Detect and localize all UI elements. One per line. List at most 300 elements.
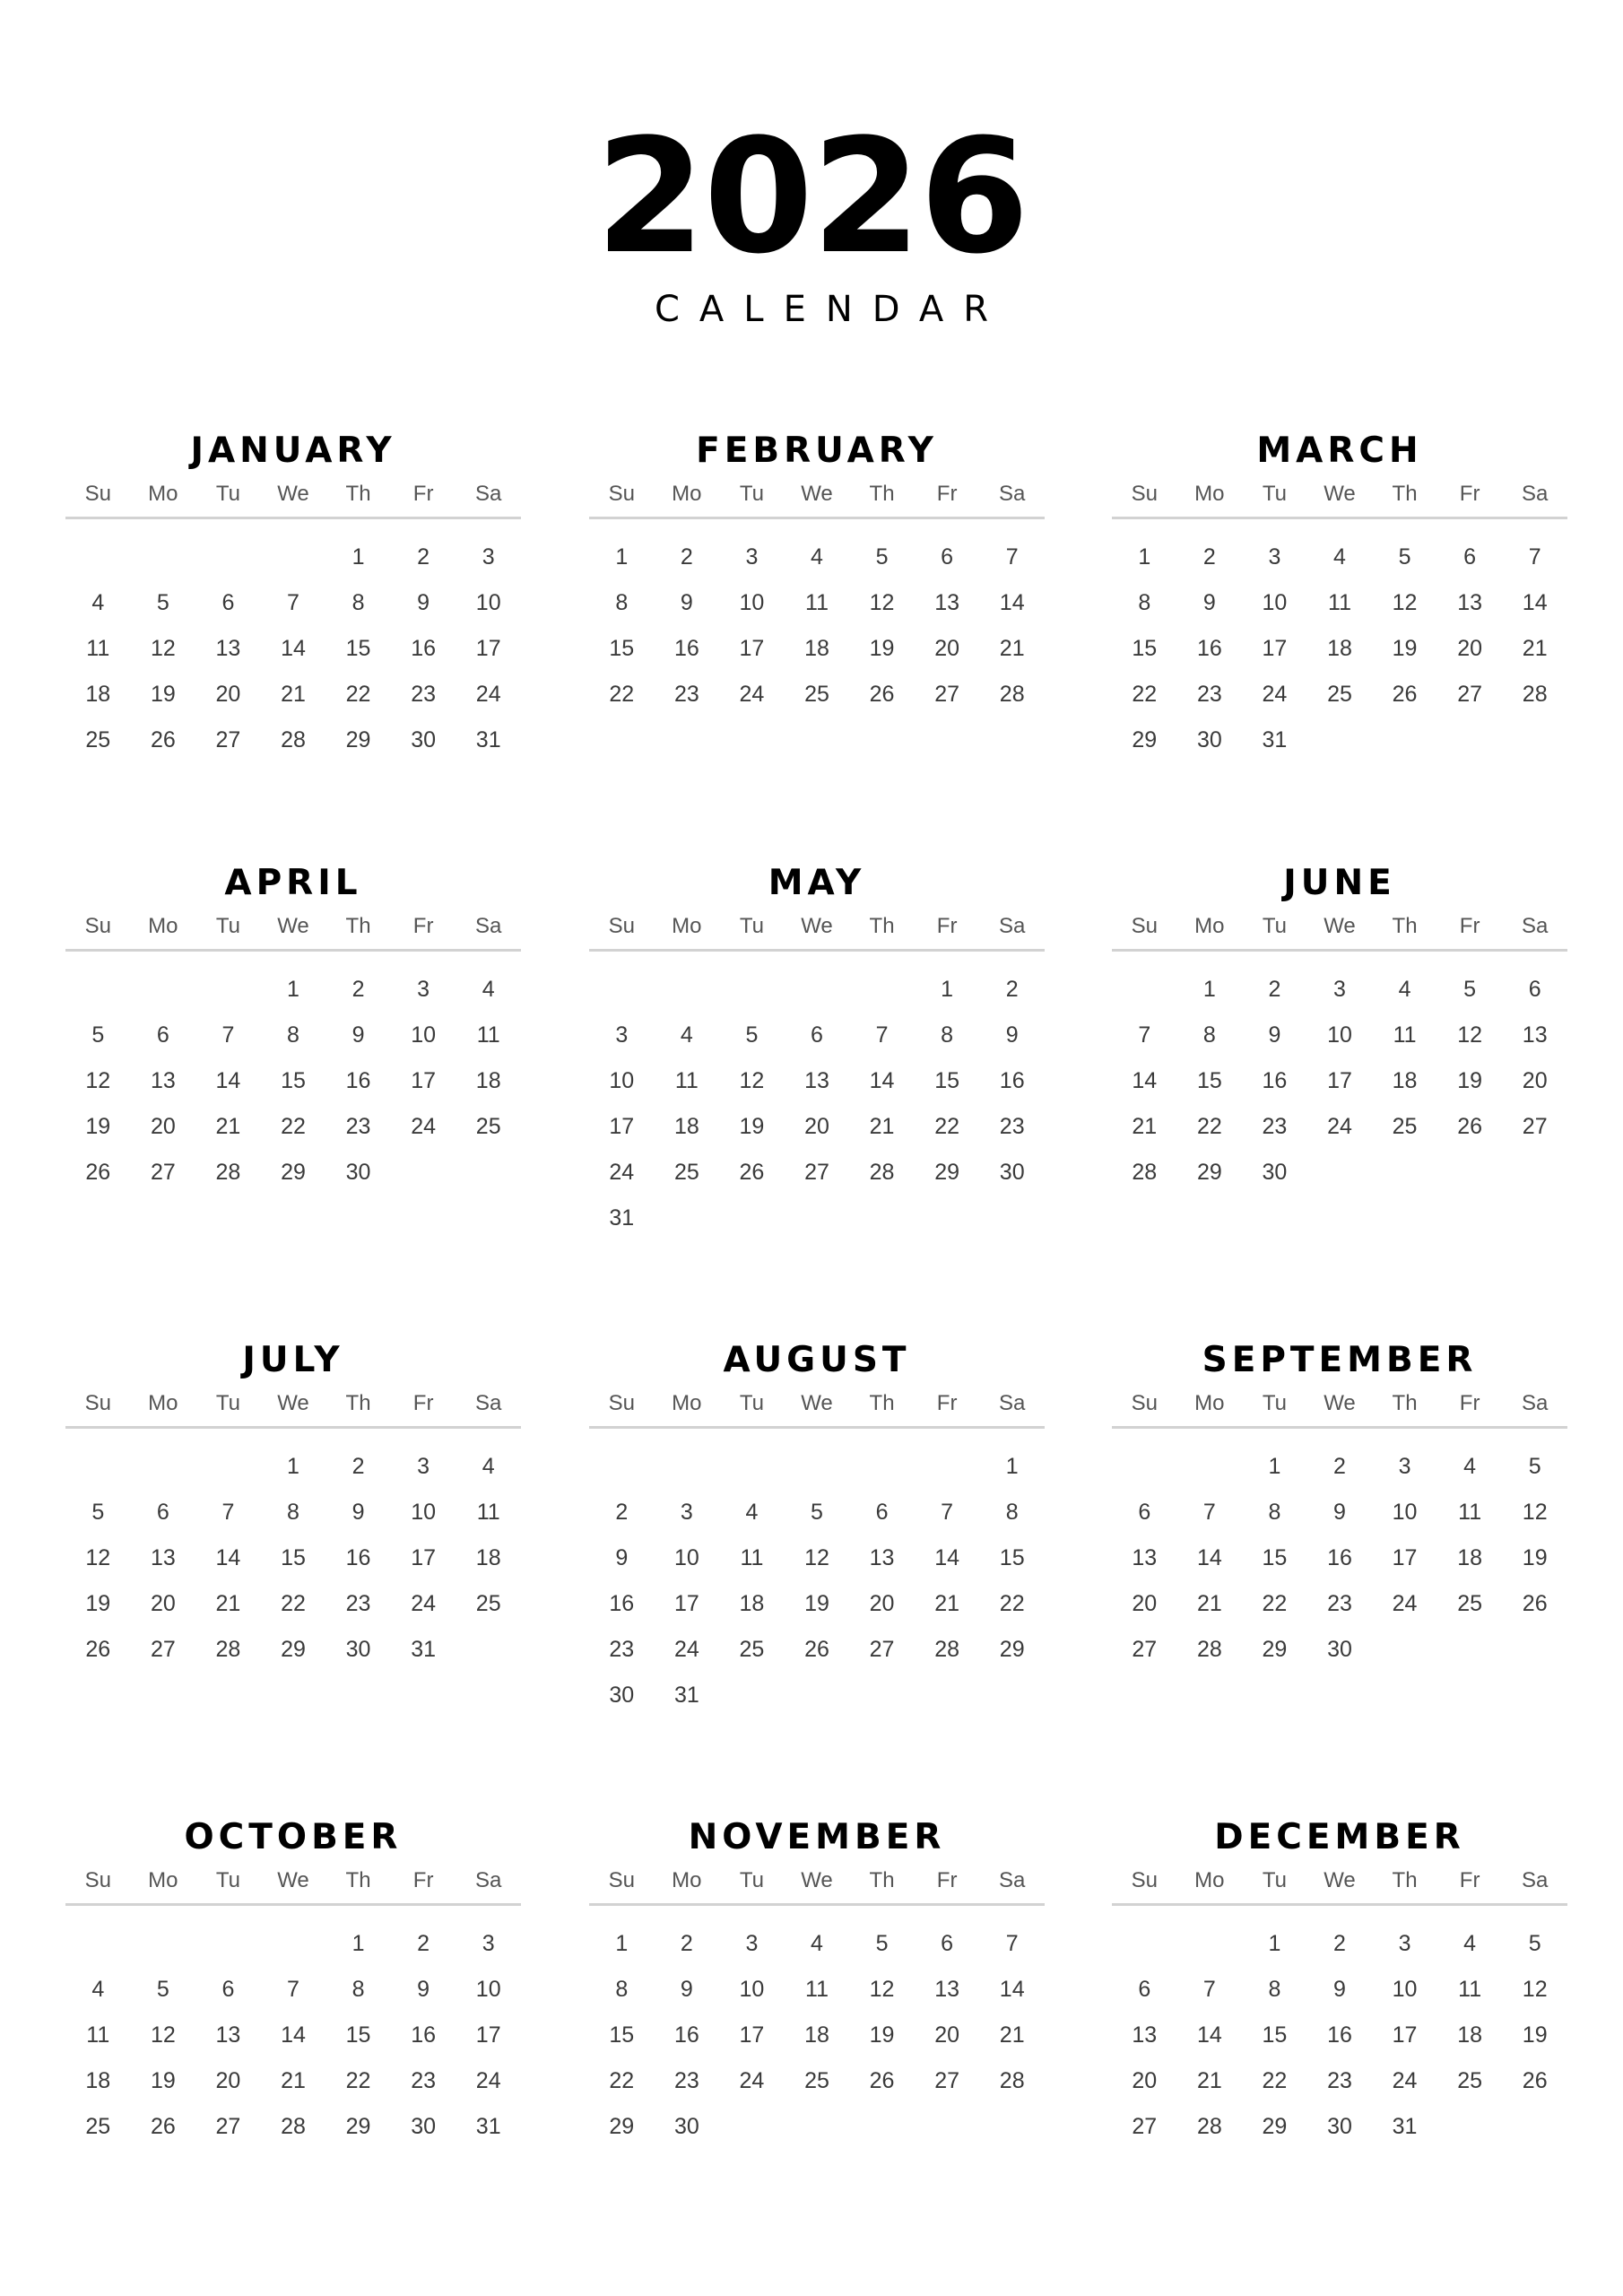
day-cell: 17 — [411, 1545, 437, 1570]
day-cell: 16 — [1262, 1068, 1288, 1093]
day-cell: 11 — [476, 1500, 500, 1525]
day-cell: 10 — [609, 1068, 635, 1093]
day-cell: 12 — [1392, 590, 1418, 615]
day-cell: 28 — [1196, 1637, 1222, 1662]
weekday-label: Su — [608, 914, 635, 938]
day-cell: 21 — [1196, 2068, 1222, 2093]
empty-day-cell — [1112, 1444, 1177, 1490]
day-cell: 29 — [345, 727, 371, 752]
day-cell: 9 — [352, 1500, 365, 1525]
weekday-label: Tu — [739, 482, 764, 506]
day-cell: 3 — [615, 1022, 629, 1048]
day-cell: 27 — [1132, 2114, 1158, 2139]
month-name: JULY — [242, 1340, 344, 1380]
day-cell: 31 — [1392, 2114, 1418, 2139]
weekday-label: We — [1324, 1391, 1356, 1415]
empty-day-cell — [195, 1444, 261, 1490]
day-cell: 25 — [1457, 1591, 1483, 1616]
day-cell: 24 — [673, 1637, 699, 1662]
weekday-label: Sa — [475, 482, 502, 506]
day-cell: 18 — [1457, 2022, 1483, 2048]
day-cell: 18 — [475, 1545, 501, 1570]
day-cell: 2 — [352, 1454, 365, 1479]
weekday-label: Mo — [148, 1391, 178, 1415]
month-name: SEPTEMBER — [1202, 1340, 1478, 1380]
day-cell: 6 — [221, 590, 235, 615]
day-cell: 8 — [1138, 590, 1151, 615]
day-cell: 15 — [281, 1545, 306, 1570]
day-cell: 26 — [739, 1160, 765, 1185]
weekday-header — [1112, 915, 1567, 952]
day-cell: 28 — [281, 2114, 306, 2139]
day-cell: 28 — [215, 1637, 241, 1662]
day-cell: 10 — [1262, 590, 1288, 615]
day-cell: 22 — [281, 1114, 306, 1139]
day-cell: 6 — [875, 1500, 889, 1525]
empty-day-cell — [131, 1444, 196, 1490]
empty-day-cell — [195, 535, 261, 580]
month-name: MAY — [768, 863, 866, 903]
day-cell: 4 — [482, 1454, 495, 1479]
day-cell: 12 — [85, 1068, 111, 1093]
day-cell: 20 — [869, 1591, 895, 1616]
day-cell: 27 — [1132, 1637, 1158, 1662]
day-cell: 30 — [345, 1160, 371, 1185]
empty-day-cell — [1112, 1921, 1177, 1967]
weekday-label: Mo — [672, 1391, 702, 1415]
day-cell: 1 — [287, 977, 299, 1002]
weekday-label: Fr — [1459, 482, 1480, 506]
day-cell: 13 — [1522, 1022, 1548, 1048]
day-cell: 21 — [281, 682, 306, 707]
day-cell: 6 — [941, 1931, 954, 1956]
day-cell: 20 — [1457, 636, 1483, 661]
day-cell: 13 — [150, 1545, 176, 1570]
day-cell: 23 — [411, 2068, 437, 2093]
day-cell: 20 — [1522, 1068, 1548, 1093]
day-cell: 1 — [287, 1454, 299, 1479]
day-cell: 11 — [476, 1022, 500, 1048]
weekday-label: Fr — [936, 1868, 958, 1892]
day-cell: 22 — [345, 2068, 371, 2093]
day-cell: 11 — [1458, 1500, 1482, 1525]
day-cell: 7 — [287, 590, 299, 615]
month-name: APRIL — [224, 863, 362, 903]
day-cell: 4 — [91, 1977, 105, 2002]
day-cell: 6 — [156, 1022, 169, 1048]
day-cell: 4 — [1333, 544, 1346, 570]
day-cell: 8 — [1268, 1500, 1281, 1525]
day-cell: 17 — [673, 1591, 699, 1616]
day-cell: 27 — [1457, 682, 1483, 707]
day-cell: 13 — [804, 1068, 829, 1093]
day-cell: 4 — [1463, 1931, 1477, 1956]
day-cell: 23 — [1327, 2068, 1352, 2093]
day-cell: 24 — [475, 682, 501, 707]
day-cell: 22 — [934, 1114, 960, 1139]
day-cell: 12 — [804, 1545, 829, 1570]
day-cell: 11 — [86, 636, 110, 661]
day-cell: 4 — [91, 590, 105, 615]
month-name: DECEMBER — [1214, 1817, 1465, 1857]
day-cell: 2 — [352, 977, 365, 1002]
day-cell: 18 — [85, 682, 111, 707]
day-cell: 26 — [869, 2068, 895, 2093]
day-cell: 31 — [411, 1637, 437, 1662]
empty-day-cell — [785, 1444, 850, 1490]
day-cell: 22 — [281, 1591, 306, 1616]
day-cell: 19 — [739, 1114, 765, 1139]
day-cell: 9 — [417, 590, 430, 615]
day-cell: 6 — [1528, 977, 1541, 1002]
day-cell: 20 — [215, 2068, 241, 2093]
empty-day-cell — [65, 535, 131, 580]
day-cell: 21 — [1522, 636, 1548, 661]
weekday-label: Sa — [475, 1391, 502, 1415]
day-cell: 12 — [85, 1545, 111, 1570]
day-grid — [65, 1906, 521, 2150]
day-cell: 19 — [869, 2022, 895, 2048]
day-cell: 29 — [281, 1637, 306, 1662]
day-cell: 28 — [999, 682, 1025, 707]
day-cell: 6 — [221, 1977, 235, 2002]
day-cell: 29 — [1262, 2114, 1288, 2139]
day-cell: 13 — [934, 1977, 960, 2002]
weekday-label: Th — [1392, 482, 1418, 506]
empty-day-cell — [589, 967, 655, 1013]
weekday-label: Sa — [1522, 482, 1549, 506]
day-cell: 9 — [1333, 1500, 1346, 1525]
weekday-label: Tu — [1262, 1868, 1287, 1892]
day-cell: 15 — [345, 2022, 371, 2048]
day-cell: 11 — [86, 2022, 110, 2048]
weekday-label: Th — [869, 1391, 895, 1415]
day-cell: 29 — [1132, 727, 1158, 752]
day-cell: 4 — [745, 1500, 759, 1525]
day-cell: 10 — [1392, 1977, 1418, 2002]
day-cell: 8 — [352, 1977, 365, 2002]
day-cell: 9 — [615, 1545, 629, 1570]
day-cell: 15 — [1262, 1545, 1288, 1570]
weekday-label: Mo — [672, 482, 702, 506]
day-cell: 4 — [811, 1931, 823, 1956]
weekday-label: Mo — [672, 1868, 702, 1892]
weekday-label: Tu — [739, 1391, 764, 1415]
weekday-label: Su — [608, 482, 635, 506]
weekday-label: Fr — [936, 914, 958, 938]
weekday-label: Su — [608, 1868, 635, 1892]
day-cell: 10 — [1392, 1500, 1418, 1525]
day-cell: 12 — [1522, 1500, 1548, 1525]
weekday-label: Th — [869, 914, 895, 938]
day-cell: 5 — [745, 1022, 759, 1048]
empty-day-cell — [719, 967, 785, 1013]
day-cell: 22 — [345, 682, 371, 707]
weekday-label: Sa — [1522, 1868, 1549, 1892]
day-cell: 10 — [673, 1545, 699, 1570]
weekday-label: Tu — [1262, 914, 1287, 938]
day-cell: 10 — [475, 590, 501, 615]
weekday-label: Tu — [739, 1868, 764, 1892]
day-cell: 20 — [150, 1114, 176, 1139]
day-cell: 17 — [1392, 1545, 1418, 1570]
day-cell: 13 — [1132, 2022, 1158, 2048]
day-cell: 16 — [1196, 636, 1222, 661]
weekday-header — [589, 1392, 1045, 1429]
day-cell: 18 — [85, 2068, 111, 2093]
empty-day-cell — [65, 1921, 131, 1967]
weekday-label: Mo — [1194, 1391, 1225, 1415]
day-cell: 25 — [1327, 682, 1352, 707]
day-cell: 25 — [1457, 2068, 1483, 2093]
day-cell: 9 — [680, 590, 693, 615]
day-cell: 19 — [1392, 636, 1418, 661]
weekday-label: Su — [84, 482, 111, 506]
day-grid — [1112, 952, 1567, 1196]
day-cell: 23 — [609, 1637, 635, 1662]
day-cell: 13 — [1457, 590, 1483, 615]
day-cell: 2 — [1333, 1931, 1346, 1956]
day-cell: 31 — [1262, 727, 1288, 752]
day-cell: 11 — [805, 1977, 829, 2002]
empty-day-cell — [195, 1921, 261, 1967]
day-cell: 15 — [609, 2022, 635, 2048]
empty-day-cell — [131, 967, 196, 1013]
day-cell: 19 — [869, 636, 895, 661]
empty-day-cell — [915, 1444, 980, 1490]
day-grid — [1112, 1429, 1567, 1673]
empty-day-cell — [719, 1444, 785, 1490]
day-cell: 2 — [417, 1931, 430, 1956]
day-cell: 16 — [345, 1068, 371, 1093]
day-cell: 24 — [411, 1591, 437, 1616]
month-november — [589, 1817, 1045, 2150]
day-cell: 5 — [875, 1931, 889, 1956]
empty-day-cell — [131, 535, 196, 580]
month-february — [589, 430, 1045, 718]
weekday-label: We — [801, 914, 833, 938]
day-cell: 14 — [999, 590, 1025, 615]
weekday-label: Sa — [999, 1391, 1026, 1415]
day-cell: 25 — [85, 2114, 111, 2139]
day-cell: 6 — [941, 544, 954, 570]
day-cell: 1 — [352, 544, 365, 570]
weekday-label: Th — [345, 914, 371, 938]
weekday-label: We — [277, 1868, 309, 1892]
day-cell: 29 — [999, 1637, 1025, 1662]
day-cell: 3 — [1398, 1454, 1411, 1479]
day-cell: 19 — [804, 1591, 829, 1616]
weekday-label: We — [277, 914, 309, 938]
day-cell: 7 — [1005, 544, 1019, 570]
day-cell: 18 — [673, 1114, 699, 1139]
weekday-label: We — [1324, 914, 1356, 938]
day-cell: 30 — [411, 2114, 437, 2139]
day-cell: 16 — [673, 2022, 699, 2048]
day-cell: 14 — [1132, 1068, 1158, 1093]
day-cell: 22 — [1262, 1591, 1288, 1616]
weekday-header — [1112, 1869, 1567, 1906]
month-january — [65, 430, 521, 763]
day-cell: 15 — [345, 636, 371, 661]
day-cell: 26 — [869, 682, 895, 707]
weekday-label: Su — [1131, 914, 1158, 938]
weekday-label: Fr — [412, 1868, 434, 1892]
empty-day-cell — [195, 967, 261, 1013]
day-cell: 6 — [811, 1022, 823, 1048]
day-cell: 14 — [281, 636, 306, 661]
day-cell: 26 — [85, 1160, 111, 1185]
day-cell: 13 — [869, 1545, 895, 1570]
day-cell: 30 — [1262, 1160, 1288, 1185]
month-june — [1112, 863, 1567, 1196]
weekday-label: Su — [608, 1391, 635, 1415]
day-cell: 15 — [1196, 1068, 1222, 1093]
day-cell: 3 — [482, 544, 495, 570]
weekday-label: Th — [1392, 1868, 1418, 1892]
day-cell: 19 — [1522, 1545, 1548, 1570]
day-cell: 7 — [875, 1022, 889, 1048]
weekday-label: We — [801, 1391, 833, 1415]
weekday-label: Tu — [215, 1868, 240, 1892]
day-cell: 27 — [1522, 1114, 1548, 1139]
day-cell: 12 — [150, 2022, 176, 2048]
day-cell: 31 — [475, 2114, 501, 2139]
day-cell: 18 — [1392, 1068, 1418, 1093]
day-cell: 18 — [804, 2022, 829, 2048]
day-cell: 11 — [805, 590, 829, 615]
day-cell: 26 — [804, 1637, 829, 1662]
month-name: AUGUST — [723, 1340, 911, 1380]
day-cell: 26 — [150, 2114, 176, 2139]
day-cell: 4 — [1463, 1454, 1477, 1479]
day-cell: 2 — [615, 1500, 629, 1525]
day-cell: 22 — [609, 682, 635, 707]
day-cell: 25 — [85, 727, 111, 752]
day-cell: 15 — [1262, 2022, 1288, 2048]
month-march — [1112, 430, 1567, 763]
day-cell: 15 — [1132, 636, 1158, 661]
day-cell: 12 — [1457, 1022, 1483, 1048]
weekday-label: Tu — [215, 482, 240, 506]
weekday-label: Mo — [148, 914, 178, 938]
weekday-label: Th — [345, 1868, 371, 1892]
day-cell: 16 — [411, 2022, 437, 2048]
day-cell: 1 — [1138, 544, 1151, 570]
day-cell: 25 — [1392, 1114, 1418, 1139]
day-cell: 6 — [1138, 1500, 1151, 1525]
day-cell: 30 — [1327, 2114, 1352, 2139]
day-cell: 14 — [215, 1068, 241, 1093]
day-grid — [1112, 1906, 1567, 2150]
day-cell: 17 — [475, 2022, 501, 2048]
weekday-label: Mo — [148, 482, 178, 506]
day-cell: 3 — [482, 1931, 495, 1956]
day-cell: 21 — [999, 636, 1025, 661]
day-cell: 25 — [475, 1114, 501, 1139]
month-december — [1112, 1817, 1567, 2150]
day-cell: 21 — [215, 1591, 241, 1616]
empty-day-cell — [849, 967, 915, 1013]
day-cell: 2 — [1268, 977, 1281, 1002]
day-cell: 12 — [869, 590, 895, 615]
day-cell: 23 — [345, 1114, 371, 1139]
day-cell: 29 — [345, 2114, 371, 2139]
month-august — [589, 1340, 1045, 1718]
empty-day-cell — [1177, 1444, 1243, 1490]
day-cell: 1 — [352, 1931, 365, 1956]
weekday-label: Fr — [936, 482, 958, 506]
day-cell: 28 — [215, 1160, 241, 1185]
day-cell: 8 — [615, 1977, 629, 2002]
day-cell: 27 — [934, 682, 960, 707]
day-cell: 4 — [680, 1022, 693, 1048]
day-cell: 16 — [1327, 2022, 1352, 2048]
day-cell: 18 — [1327, 636, 1352, 661]
month-name: JANUARY — [190, 430, 396, 471]
day-cell: 21 — [999, 2022, 1025, 2048]
day-cell: 17 — [411, 1068, 437, 1093]
day-cell: 7 — [1202, 1977, 1216, 2002]
empty-day-cell — [131, 1921, 196, 1967]
day-cell: 24 — [1392, 2068, 1418, 2093]
weekday-label: Fr — [1459, 914, 1480, 938]
day-cell: 25 — [739, 1637, 765, 1662]
weekday-label: Sa — [999, 482, 1026, 506]
day-cell: 19 — [1457, 1068, 1483, 1093]
day-cell: 19 — [150, 2068, 176, 2093]
day-cell: 9 — [680, 1977, 693, 2002]
empty-day-cell — [785, 967, 850, 1013]
month-october — [65, 1817, 521, 2150]
day-cell: 20 — [215, 682, 241, 707]
day-cell: 21 — [934, 1591, 960, 1616]
day-cell: 29 — [1196, 1160, 1222, 1185]
day-cell: 7 — [1005, 1931, 1019, 1956]
day-cell: 3 — [745, 1931, 759, 1956]
weekday-label: Fr — [412, 482, 434, 506]
day-cell: 23 — [673, 2068, 699, 2093]
month-name: JUNE — [1283, 863, 1396, 903]
weekday-label: We — [277, 1391, 309, 1415]
day-grid — [1112, 519, 1567, 763]
weekday-label: Th — [1392, 1391, 1418, 1415]
day-cell: 8 — [352, 590, 365, 615]
month-july — [65, 1340, 521, 1673]
empty-day-cell — [655, 967, 720, 1013]
day-cell: 31 — [673, 1683, 699, 1708]
day-cell: 16 — [411, 636, 437, 661]
day-cell: 26 — [1522, 2068, 1548, 2093]
day-cell: 13 — [215, 636, 241, 661]
weekday-label: We — [1324, 1868, 1356, 1892]
day-cell: 6 — [156, 1500, 169, 1525]
day-cell: 9 — [1333, 1977, 1346, 2002]
day-cell: 24 — [739, 682, 765, 707]
day-cell: 20 — [1132, 2068, 1158, 2093]
day-cell: 7 — [221, 1500, 235, 1525]
weekday-header — [65, 915, 521, 952]
day-cell: 3 — [1333, 977, 1346, 1002]
empty-day-cell — [65, 1444, 131, 1490]
day-cell: 14 — [934, 1545, 960, 1570]
weekday-label: We — [1324, 482, 1356, 506]
calendar-subtitle: CALENDAR — [654, 289, 1009, 330]
day-cell: 20 — [804, 1114, 829, 1139]
day-cell: 30 — [1196, 727, 1222, 752]
day-cell: 15 — [999, 1545, 1025, 1570]
day-cell: 8 — [1202, 1022, 1216, 1048]
